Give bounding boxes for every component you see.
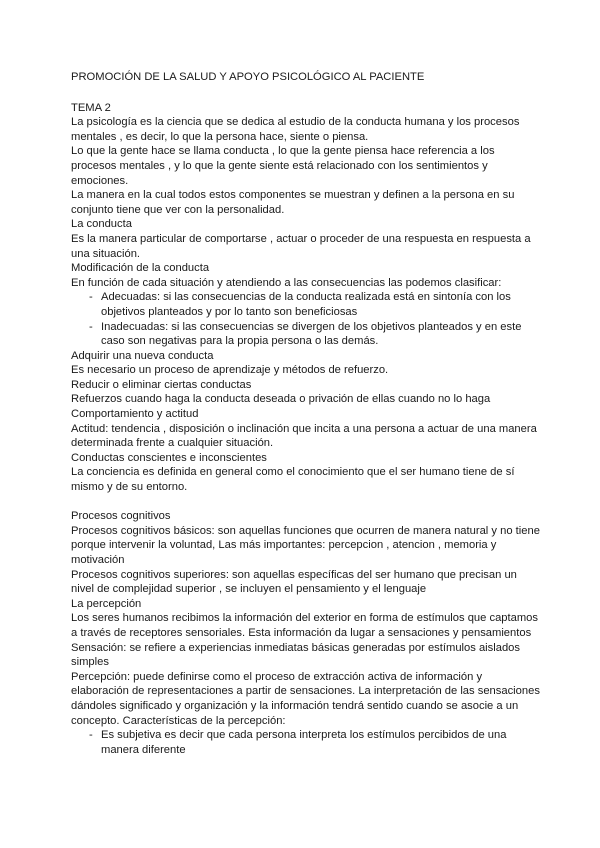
paragraph-conducta-procesos: Lo que la gente hace se llama conducta , lo que la gente piensa hace referencia a los procesos mentales , y lo que la gente siente está relacionado con los sentimientos y emociones. xyxy=(71,145,495,187)
dash-bullet: - xyxy=(89,729,93,742)
heading-comportamiento: Comportamiento y actitud xyxy=(71,408,199,421)
heading-reducir: Reducir o eliminar ciertas conductas xyxy=(71,378,252,391)
heading-modificacion: Modificación de la conducta xyxy=(71,262,210,275)
paragraph-modificacion: En función de cada situación y atendiendo a las consecuencias las podemos clasificar: xyxy=(71,276,502,289)
paragraph-percepcion: Percepción: puede definirse como el proceso de extracción activa de información y elaboración de representaciones a partir de sensaciones. La interpretación de las sensaciones dándoles significado y organización y la información tendrá sentido cuando se asocie a un concepto. Características de la percepción: xyxy=(71,670,540,727)
paragraph-conciencia: La conciencia es definida en general como el conocimiento que el ser humano tiene de sí mismo y de su entorno. xyxy=(71,466,515,494)
paragraph-reducir: Refuerzos cuando haga la conducta deseada o privación de ellas cuando no lo haga xyxy=(71,393,491,406)
document-title: PROMOCIÓN DE LA SALUD Y APOYO PSICOLÓGICO AL PACIENTE xyxy=(71,71,425,83)
list-item-text: Inadecuadas: si las consecuencias se divergen de los objetivos planteados y en este caso son negativas para la propia persona o las demás. xyxy=(101,320,522,348)
heading-la-conducta: La conducta xyxy=(71,218,132,231)
paragraph-psicologia: La psicología es la ciencia que se dedica al estudio de la conducta humana y los procesos mentales , es decir, lo que la persona hace, siente o piensa. xyxy=(71,116,520,143)
paragraph-seres-humanos: Los seres humanos recibimos la información del exterior en forma de estímulos que captamos a través de receptores sensoriales. Esta información da lugar a sensaciones y pensamientos xyxy=(71,612,538,639)
heading-adquirir: Adquirir una nueva conducta xyxy=(71,349,214,362)
paragraph-procesos-basicos: Procesos cognitivos básicos: son aquellas funciones que ocurren de manera natural y no tiene porque intervenir la voluntad, Las más importantes: percepcion , atencion , memoria y motivación xyxy=(71,524,540,566)
heading-conductas-conscientes: Conductas conscientes e inconscientes xyxy=(71,451,267,464)
list-item xyxy=(71,290,541,319)
dash-bullet: - xyxy=(89,291,93,304)
paragraph-personalidad: La manera en la cual todos estos componentes se muestran y definen a la persona en su conjunto tiene que ver con la personalidad. xyxy=(71,189,515,216)
section-heading-tema: TEMA 2 xyxy=(71,101,111,114)
dash-bullet: - xyxy=(89,320,93,333)
paragraph-sensacion: Sensación: se refiere a experiencias inmediatas básicas generadas por estímulos aislados simples xyxy=(71,641,520,669)
list-item-text: Adecuadas: si las consecuencias de la conducta realizada está en sintonía con los objetivos planteados y por lo tanto son beneficiosas xyxy=(101,291,511,318)
document-page xyxy=(71,70,541,757)
heading-procesos-cognitivos: Procesos cognitivos xyxy=(71,510,171,523)
paragraph-la-conducta: Es la manera particular de comportarse , actuar o proceder de una respuesta en respuesta a una situación. xyxy=(71,232,531,260)
list-item xyxy=(71,320,541,349)
list-item-text: Es subjetiva es decir que cada persona interpreta los estímulos percibidos de una manera diferente xyxy=(101,729,507,756)
list-item xyxy=(71,728,541,757)
list-clasificacion xyxy=(71,290,541,348)
paragraph-adquirir: Es necesario un proceso de aprendizaje y métodos de refuerzo. xyxy=(71,364,389,377)
paragraph-actitud: Actitud: tendencia , disposición o inclinación que incita a una persona a actuar de una manera determinada frente a cualquier situación. xyxy=(71,422,537,450)
heading-la-percepcion: La percepción xyxy=(71,597,142,610)
list-caracteristicas xyxy=(71,728,541,757)
blank-line xyxy=(71,495,541,510)
paragraph-procesos-superiores: Procesos cognitivos superiores: son aquellas específicas del ser humano que precisan un nivel de complejidad superior , se incluyen el pensamiento y el lenguaje xyxy=(71,568,517,596)
